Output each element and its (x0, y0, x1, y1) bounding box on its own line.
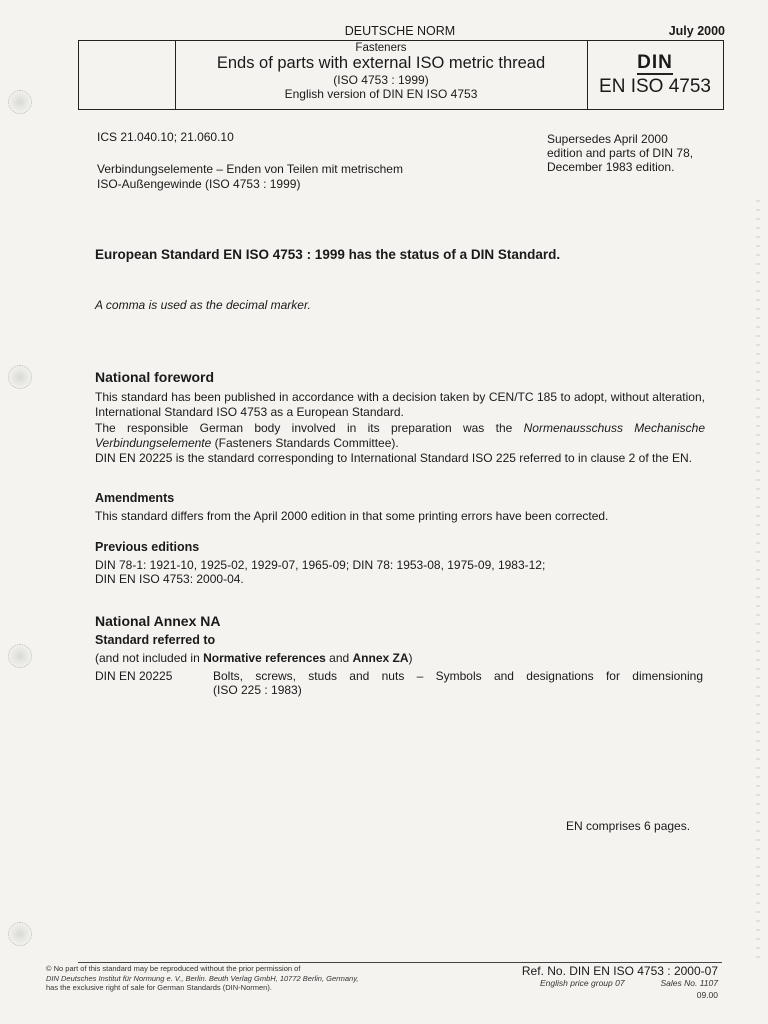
status-statement: European Standard EN ISO 4753 : 1999 has the status of a DIN Standard. (95, 247, 561, 262)
decimal-marker-note: A comma is used as the decimal marker. (95, 298, 311, 312)
punch-hole-3 (8, 644, 32, 668)
document-title: Ends of parts with external ISO metric thread (216, 54, 546, 72)
annex-note-suffix: ) (408, 651, 413, 665)
iso-reference: (ISO 4753 : 1999) (333, 73, 429, 87)
category-label: Fasteners (355, 42, 407, 54)
committee-name: Normenausschuss Mechanische Verbindungselemente (95, 421, 705, 450)
ics-code: ICS 21.040.10; 21.060.10 (97, 130, 234, 144)
previous-editions-line-2: DIN EN ISO 4753: 2000-04. (95, 572, 244, 586)
german-title-line-2: ISO-Außengewinde (ISO 4753 : 1999) (97, 177, 301, 191)
din-logo: DIN (637, 52, 673, 73)
punch-hole-1 (8, 90, 32, 114)
footer-rule (78, 962, 722, 963)
scan-edge-marks (756, 200, 760, 960)
norm-label: DEUTSCHE NORM (344, 24, 456, 38)
din-block (587, 41, 723, 109)
copyright-line-2: DIN Deutsches Institut für Normung e. V., Berlin. Beuth Verlag GmbH, 10772 Berlin, Germany, (46, 973, 359, 983)
previous-editions-heading: Previous editions (95, 540, 200, 554)
supersedes-line-1: Supersedes April 2000 (547, 132, 668, 146)
title-block (175, 41, 587, 109)
amendments-text: This standard differs from the April 2000 edition in that some printing errors have been corrected. (95, 509, 609, 523)
annex-za-label: Annex ZA (352, 651, 409, 665)
punch-hole-2 (8, 365, 32, 389)
copyright-line-3: has the exclusive right of sale for German Standards (DIN-Normen). (46, 983, 272, 992)
header-box (78, 40, 724, 110)
german-title-line-1: Verbindungselemente – Enden von Teilen mit metrischem (97, 162, 403, 176)
english-version-label: English version of DIN EN ISO 4753 (284, 87, 478, 101)
foreword-p2-suffix: (Fasteners Standards Committee). (211, 436, 399, 450)
page-count-note: EN comprises 6 pages. (566, 819, 691, 833)
supersedes-line-2: edition and parts of DIN 78, (547, 146, 694, 160)
standard-number: EN ISO 4753 (599, 76, 711, 97)
national-foreword-heading: National foreword (95, 369, 215, 385)
supersedes-line-3: December 1983 edition. (547, 160, 675, 174)
annex-note-mid: and (325, 651, 353, 665)
foreword-paragraph-2 (95, 421, 705, 451)
normative-references-label: Normative references (203, 651, 326, 665)
standard-referred-heading: Standard referred to (95, 633, 216, 647)
reference-code: DIN EN 20225 (95, 669, 173, 683)
foreword-paragraph-1: This standard has been published in accordance with a decision taken by CEN/TC 185 to adopt, without alteration, International Standard ISO 4753 as a European Standard. (95, 390, 705, 419)
annex-note (95, 651, 413, 665)
publication-date: July 2000 (668, 24, 725, 38)
foreword-paragraph-3: DIN EN 20225 is the standard corresponding to International Standard ISO 225 referred to in clause 2 of the EN. (95, 451, 693, 465)
copyright-line-1: © No part of this standard may be reproduced without the prior permission of (46, 964, 301, 973)
reference-title-line-1: Bolts, screws, studs and nuts – Symbols and designations for dimensioning (213, 669, 703, 683)
copyright-notice (46, 964, 466, 993)
previous-editions-line-1: DIN 78-1: 1921-10, 1925-02, 1929-07, 1965-09; DIN 78: 1953-08, 1975-09, 1983-12; (95, 558, 546, 572)
foreword-p2-prefix: The responsible German body involved in its preparation was the (95, 421, 524, 435)
edition-code: 09.00 (696, 990, 718, 1000)
reference-title-line-2: (ISO 225 : 1983) (213, 683, 302, 697)
punch-hole-4 (8, 922, 32, 946)
amendments-heading: Amendments (95, 491, 175, 505)
price-group: English price group 07 (540, 978, 625, 988)
annex-note-prefix: (and not included in (95, 651, 204, 665)
national-annex-heading: National Annex NA (95, 613, 221, 629)
sales-number: Sales No. 1107 (660, 978, 718, 988)
reference-number: Ref. No. DIN EN ISO 4753 : 2000-07 (521, 964, 718, 978)
